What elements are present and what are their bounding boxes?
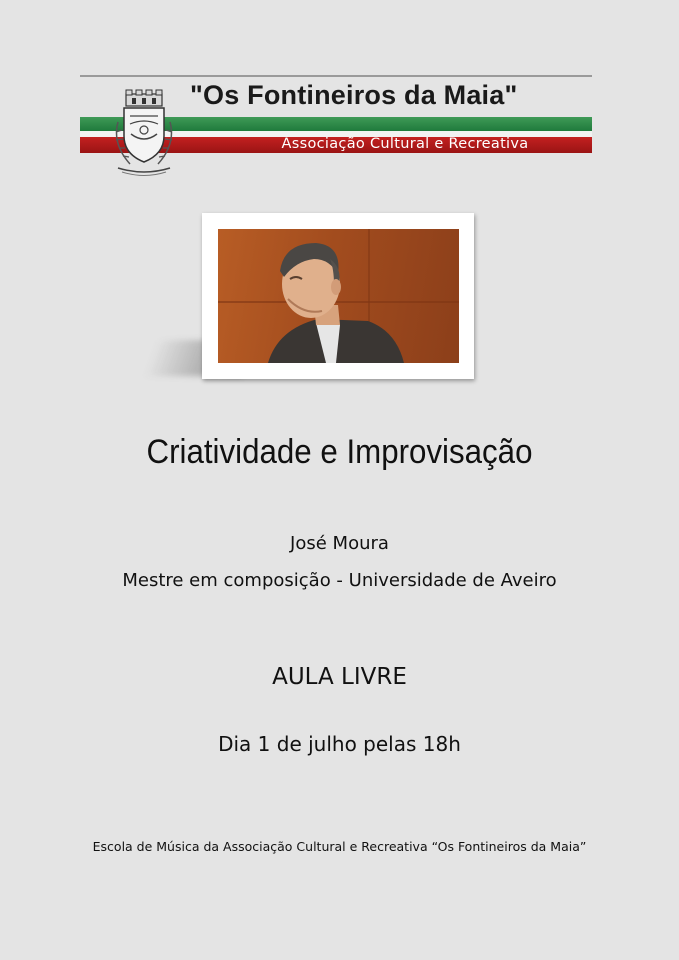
association-subtitle: Associação Cultural e Recreativa (281, 136, 529, 152)
speaker-photo-frame (202, 213, 474, 379)
speaker-credential: Mestre em composição - Universidade de Aveiro (122, 570, 557, 591)
banner-top-rule (80, 75, 592, 77)
association-name: "Os Fontineiros da Maia" (190, 80, 518, 110)
speaker-name: José Moura (290, 533, 389, 554)
footer-organizer: Escola de Música da Associação Cultural e Recreativa “Os Fontineiros da Maia” (92, 839, 587, 854)
event-title: Criatividade e Improvisação (146, 433, 533, 471)
event-type: AULA LIVRE (272, 664, 407, 690)
speaker-photo (218, 229, 459, 363)
association-banner (80, 72, 592, 180)
event-date: Dia 1 de julho pelas 18h (218, 732, 461, 756)
coat-of-arms-icon (104, 88, 184, 180)
person-portrait-icon (218, 229, 459, 363)
